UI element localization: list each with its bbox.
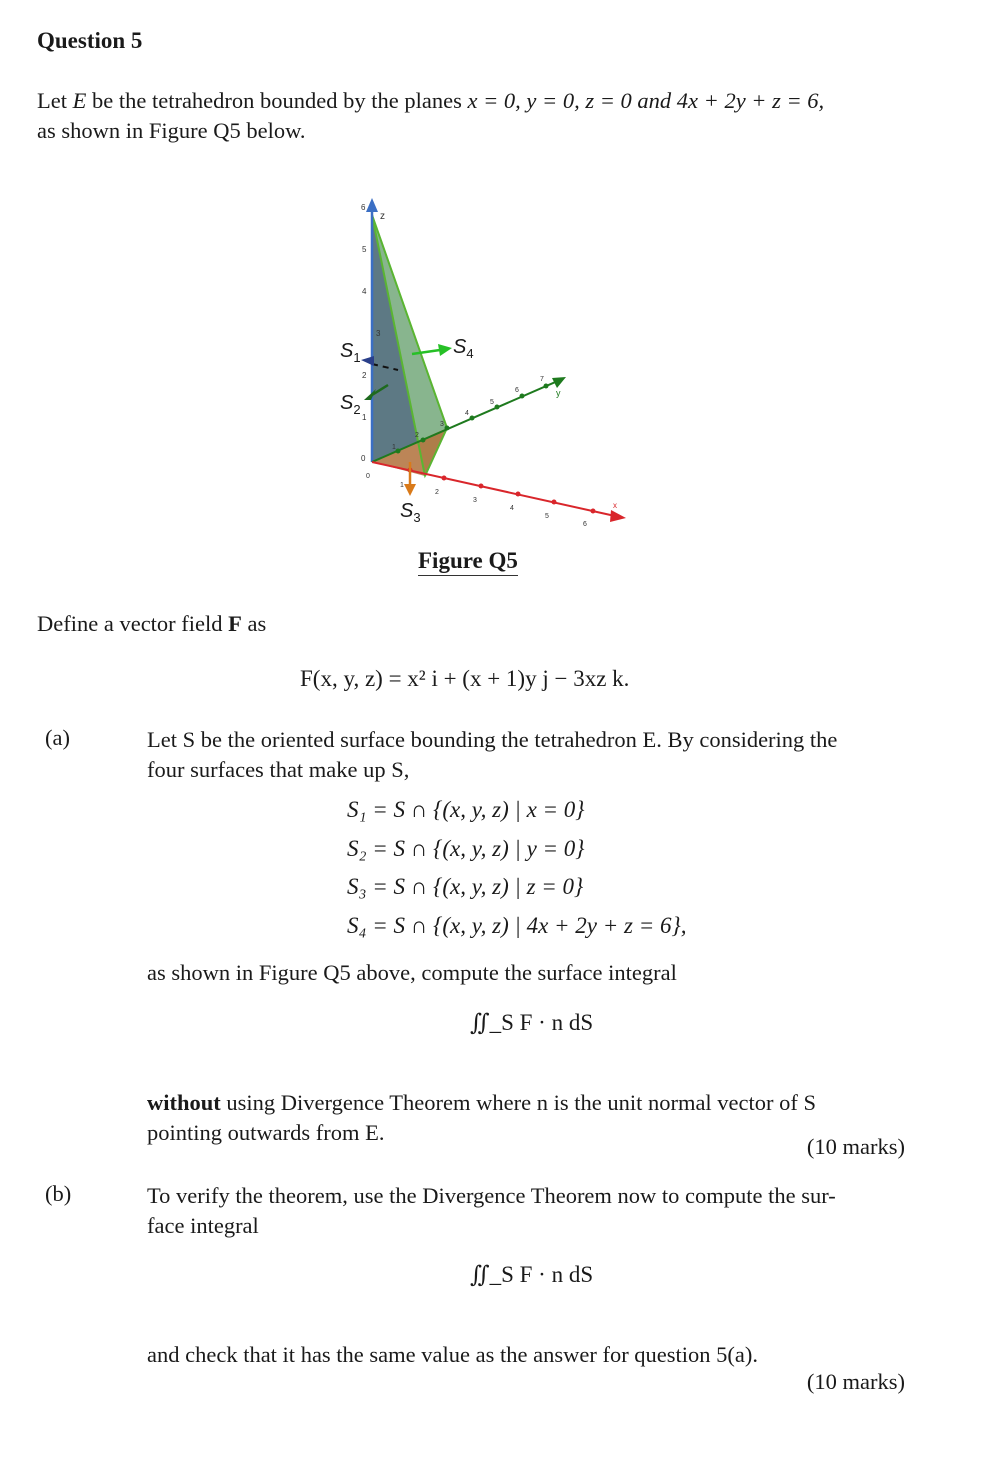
part-b-label: (b) [45, 1181, 72, 1206]
surface-def-s1: S₁ = S ∩ {(x, y, z) | x = 0} [347, 797, 585, 822]
y-tick-dot [421, 438, 426, 443]
part-a-surface-integral: ∬_S F · n dS [470, 1010, 594, 1035]
figure-q5-tetrahedron [320, 190, 650, 535]
x-tick-label: 4 [510, 505, 514, 512]
surface-definitions [347, 791, 686, 945]
define-line [37, 609, 266, 639]
y-tick-dot [495, 405, 500, 410]
part-a-line-2: four surfaces that make up S, [147, 757, 410, 782]
part-b-surface-integral: ∬_S F · n dS [470, 1262, 594, 1287]
part-a-line-1: Let S be the oriented surface bounding the tetrahedron E. By considering the [147, 727, 838, 752]
intro-line-2: as shown in Figure Q5 below. [37, 118, 306, 143]
part-b-line-1: To verify the theorem, use the Divergence Theorem now to compute the sur- [147, 1183, 836, 1208]
s4-letter: S [453, 336, 467, 358]
surface-def-s2: S₂ = S ∩ {(x, y, z) | y = 0} [347, 835, 585, 861]
part-a-line-4: using Divergence Theorem where n is the unit normal vector of S [226, 1090, 817, 1115]
x-tick-dot [591, 509, 596, 514]
define-text-1: Define a vector field [37, 611, 223, 636]
part-a-without: without [147, 1090, 221, 1115]
z-tick-label: 5 [362, 245, 367, 254]
intro-E: E [72, 88, 87, 113]
z-tick-label: 2 [362, 371, 367, 380]
intro-planes: x = 0, y = 0, z = 0 and 4x + 2y + z = 6, [467, 88, 825, 113]
s2-letter: S [340, 392, 354, 414]
z-tick-label: 6 [361, 203, 366, 212]
z-tick-label: 1 [362, 413, 367, 422]
part-a-line-5: pointing outwards from E. [147, 1120, 385, 1145]
question-title: Question 5 [37, 28, 143, 53]
s4-normal-arrow [438, 344, 452, 356]
s1-letter: S [340, 340, 354, 362]
z-tick-label: 3 [376, 329, 381, 338]
part-b-marks: (10 marks) [806, 1369, 905, 1394]
part-b-line-3: and check that it has the same value as the answer for question 5(a). [147, 1342, 759, 1367]
z-tick-label: 4 [362, 287, 367, 296]
y-axis-label: y [556, 388, 561, 398]
part-a-intro [147, 725, 917, 785]
s2-subscript: 2 [353, 402, 361, 417]
part-b-intro [147, 1181, 917, 1241]
y-tick-label: 2 [415, 432, 419, 439]
x-axis-arrow [610, 510, 626, 522]
x-axis-label: x [613, 501, 617, 510]
define-F: F [228, 611, 242, 636]
x-tick-dot [442, 476, 447, 481]
x-tick-label: 3 [473, 497, 477, 504]
s3-normal-arrow [404, 484, 416, 496]
y-tick-label: 1 [392, 444, 396, 451]
z-axis-label: z [380, 211, 385, 222]
x-tick-dot [479, 484, 484, 489]
y-tick-dot [520, 394, 525, 399]
y-tick-label: 3 [440, 421, 444, 428]
x-tick-label: 1 [400, 482, 404, 489]
vector-field-equation: F(x, y, z) = x² i + (x + 1)y j − 3xz k. [300, 666, 630, 691]
y-tick-dot [470, 416, 475, 421]
y-tick-label: 5 [490, 399, 494, 406]
x-tick-label: 2 [435, 489, 439, 496]
y-tick-label: 7 [540, 376, 544, 383]
z-tick-label: 0 [361, 454, 366, 463]
x-tick-label: 5 [545, 513, 549, 520]
intro-text-1: Let [37, 88, 67, 113]
s3-subscript: 3 [413, 510, 421, 525]
x-tick-label: 0 [366, 473, 370, 480]
define-text-2: as [247, 611, 267, 636]
x-tick-label: 6 [583, 521, 587, 528]
y-tick-label: 4 [465, 410, 469, 417]
intro-text-2: be the tetrahedron bounded by the planes [91, 88, 462, 113]
part-a-line-3: as shown in Figure Q5 above, compute the surface integral [147, 960, 677, 985]
y-tick-dot [445, 426, 450, 431]
surface-def-s3: S₃ = S ∩ {(x, y, z) | z = 0} [347, 874, 584, 899]
x-tick-dot [552, 500, 557, 505]
y-tick-label: 6 [515, 387, 519, 394]
z-axis-arrow [366, 198, 378, 212]
y-tick-dot [396, 449, 401, 454]
part-a-marks: (10 marks) [806, 1134, 905, 1159]
s4-subscript: 4 [466, 346, 474, 361]
s1-label [340, 340, 361, 365]
y-tick-dot [544, 384, 549, 389]
intro-paragraph [37, 86, 917, 146]
figure-caption: Figure Q5 [418, 548, 518, 576]
s1-normal-arrow [361, 356, 374, 366]
s1-subscript: 1 [353, 350, 361, 365]
s3-letter: S [400, 500, 414, 522]
part-a-label: (a) [45, 725, 70, 750]
x-tick-dot [516, 492, 521, 497]
s4-label [453, 336, 474, 361]
s3-label [400, 500, 421, 525]
surface-def-s4: S₄ = S ∩ {(x, y, z) | 4x + 2y + z = 6}, [347, 912, 687, 938]
part-b-line-2: face integral [147, 1213, 259, 1238]
s2-label [340, 392, 361, 417]
